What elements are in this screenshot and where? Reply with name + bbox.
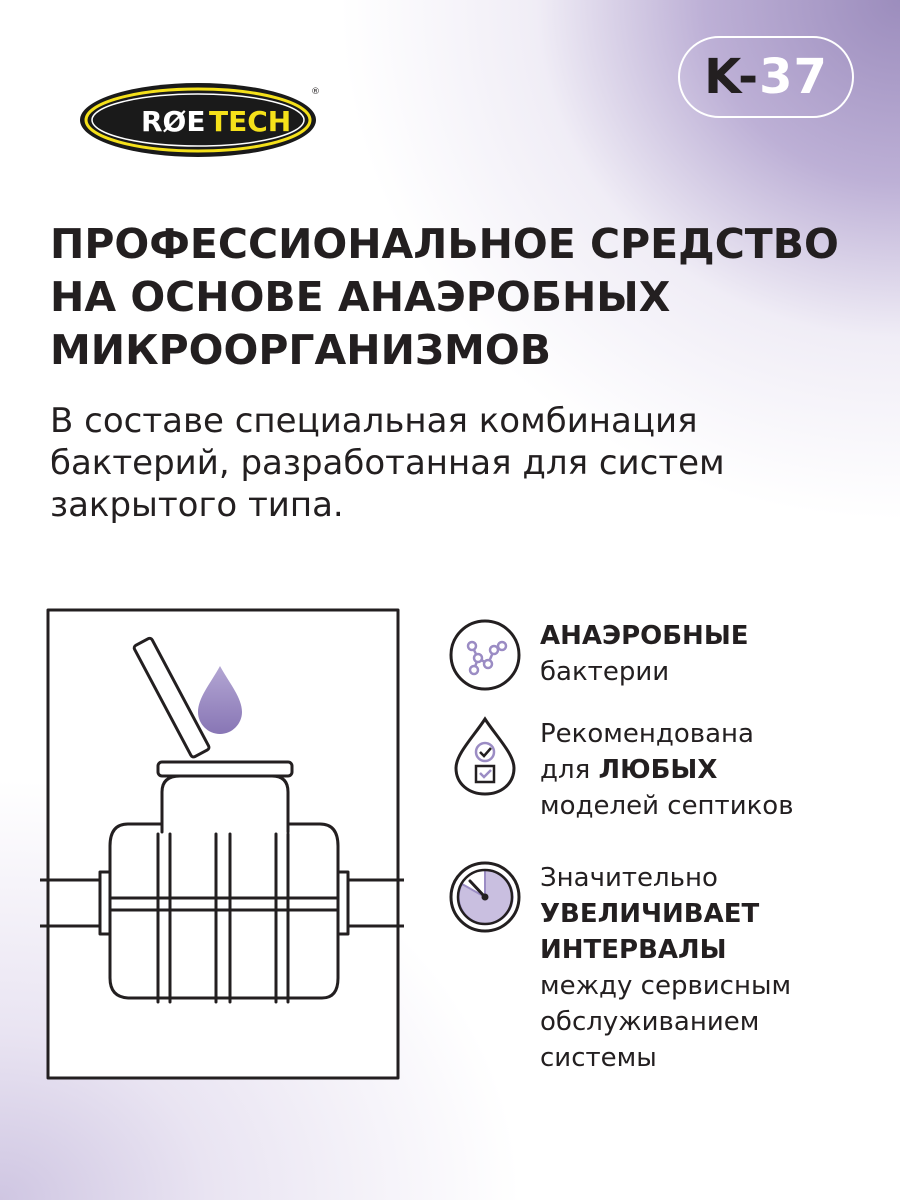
feature-any-septic-models: [448, 716, 888, 836]
drop-checklist-icon: [448, 716, 522, 796]
feature-service-intervals: [448, 860, 888, 1080]
feature-text: моделей септиков: [540, 791, 794, 821]
description-line: В составе специальная комбинация: [50, 401, 698, 441]
timer-dial-icon: [448, 860, 522, 934]
headline-line: НА ОСНОВЕ АНАЭРОБНЫХ: [50, 273, 671, 321]
feature-text: Рекомендована: [540, 719, 754, 749]
feature-text: бактерии: [540, 657, 670, 687]
feature-text: Значительно: [540, 863, 718, 893]
headline: [50, 218, 870, 377]
feature-text: системы: [540, 1043, 657, 1073]
feature-text: между сервисным: [540, 971, 792, 1001]
description-line: закрытого типа.: [50, 485, 344, 525]
model-badge: [678, 36, 854, 118]
feature-bold-text: УВЕЛИЧИВАЕТ: [540, 899, 760, 929]
registered-mark: ®: [311, 87, 320, 97]
feature-bold-text: АНАЭРОБНЫЕ: [540, 621, 749, 651]
feature-mixed-text: [540, 752, 888, 788]
logo-text-roe: RØE: [141, 105, 206, 138]
headline-line: ПРОФЕССИОНАЛЬНОЕ СРЕДСТВО: [50, 220, 839, 268]
description-line: бактерий, разработанная для систем: [50, 443, 725, 483]
roetech-logo: [78, 80, 322, 160]
logo-text-tech: TECH: [209, 105, 292, 138]
description: [50, 400, 770, 526]
model-prefix: K-: [704, 49, 760, 105]
feature-bold-text: ИНТЕРВАЛЫ: [540, 935, 727, 965]
septic-tank-illustration: [40, 606, 404, 1082]
feature-text: для: [540, 755, 599, 785]
headline-line: МИКРООРГАНИЗМОВ: [50, 326, 551, 374]
model-number: 37: [759, 49, 828, 105]
feature-bold-text: ЛЮБЫХ: [598, 755, 718, 785]
feature-anaerobic-bacteria: [448, 618, 888, 708]
feature-text: обслуживанием: [540, 1007, 760, 1037]
bacteria-nodes-icon: [448, 618, 522, 692]
